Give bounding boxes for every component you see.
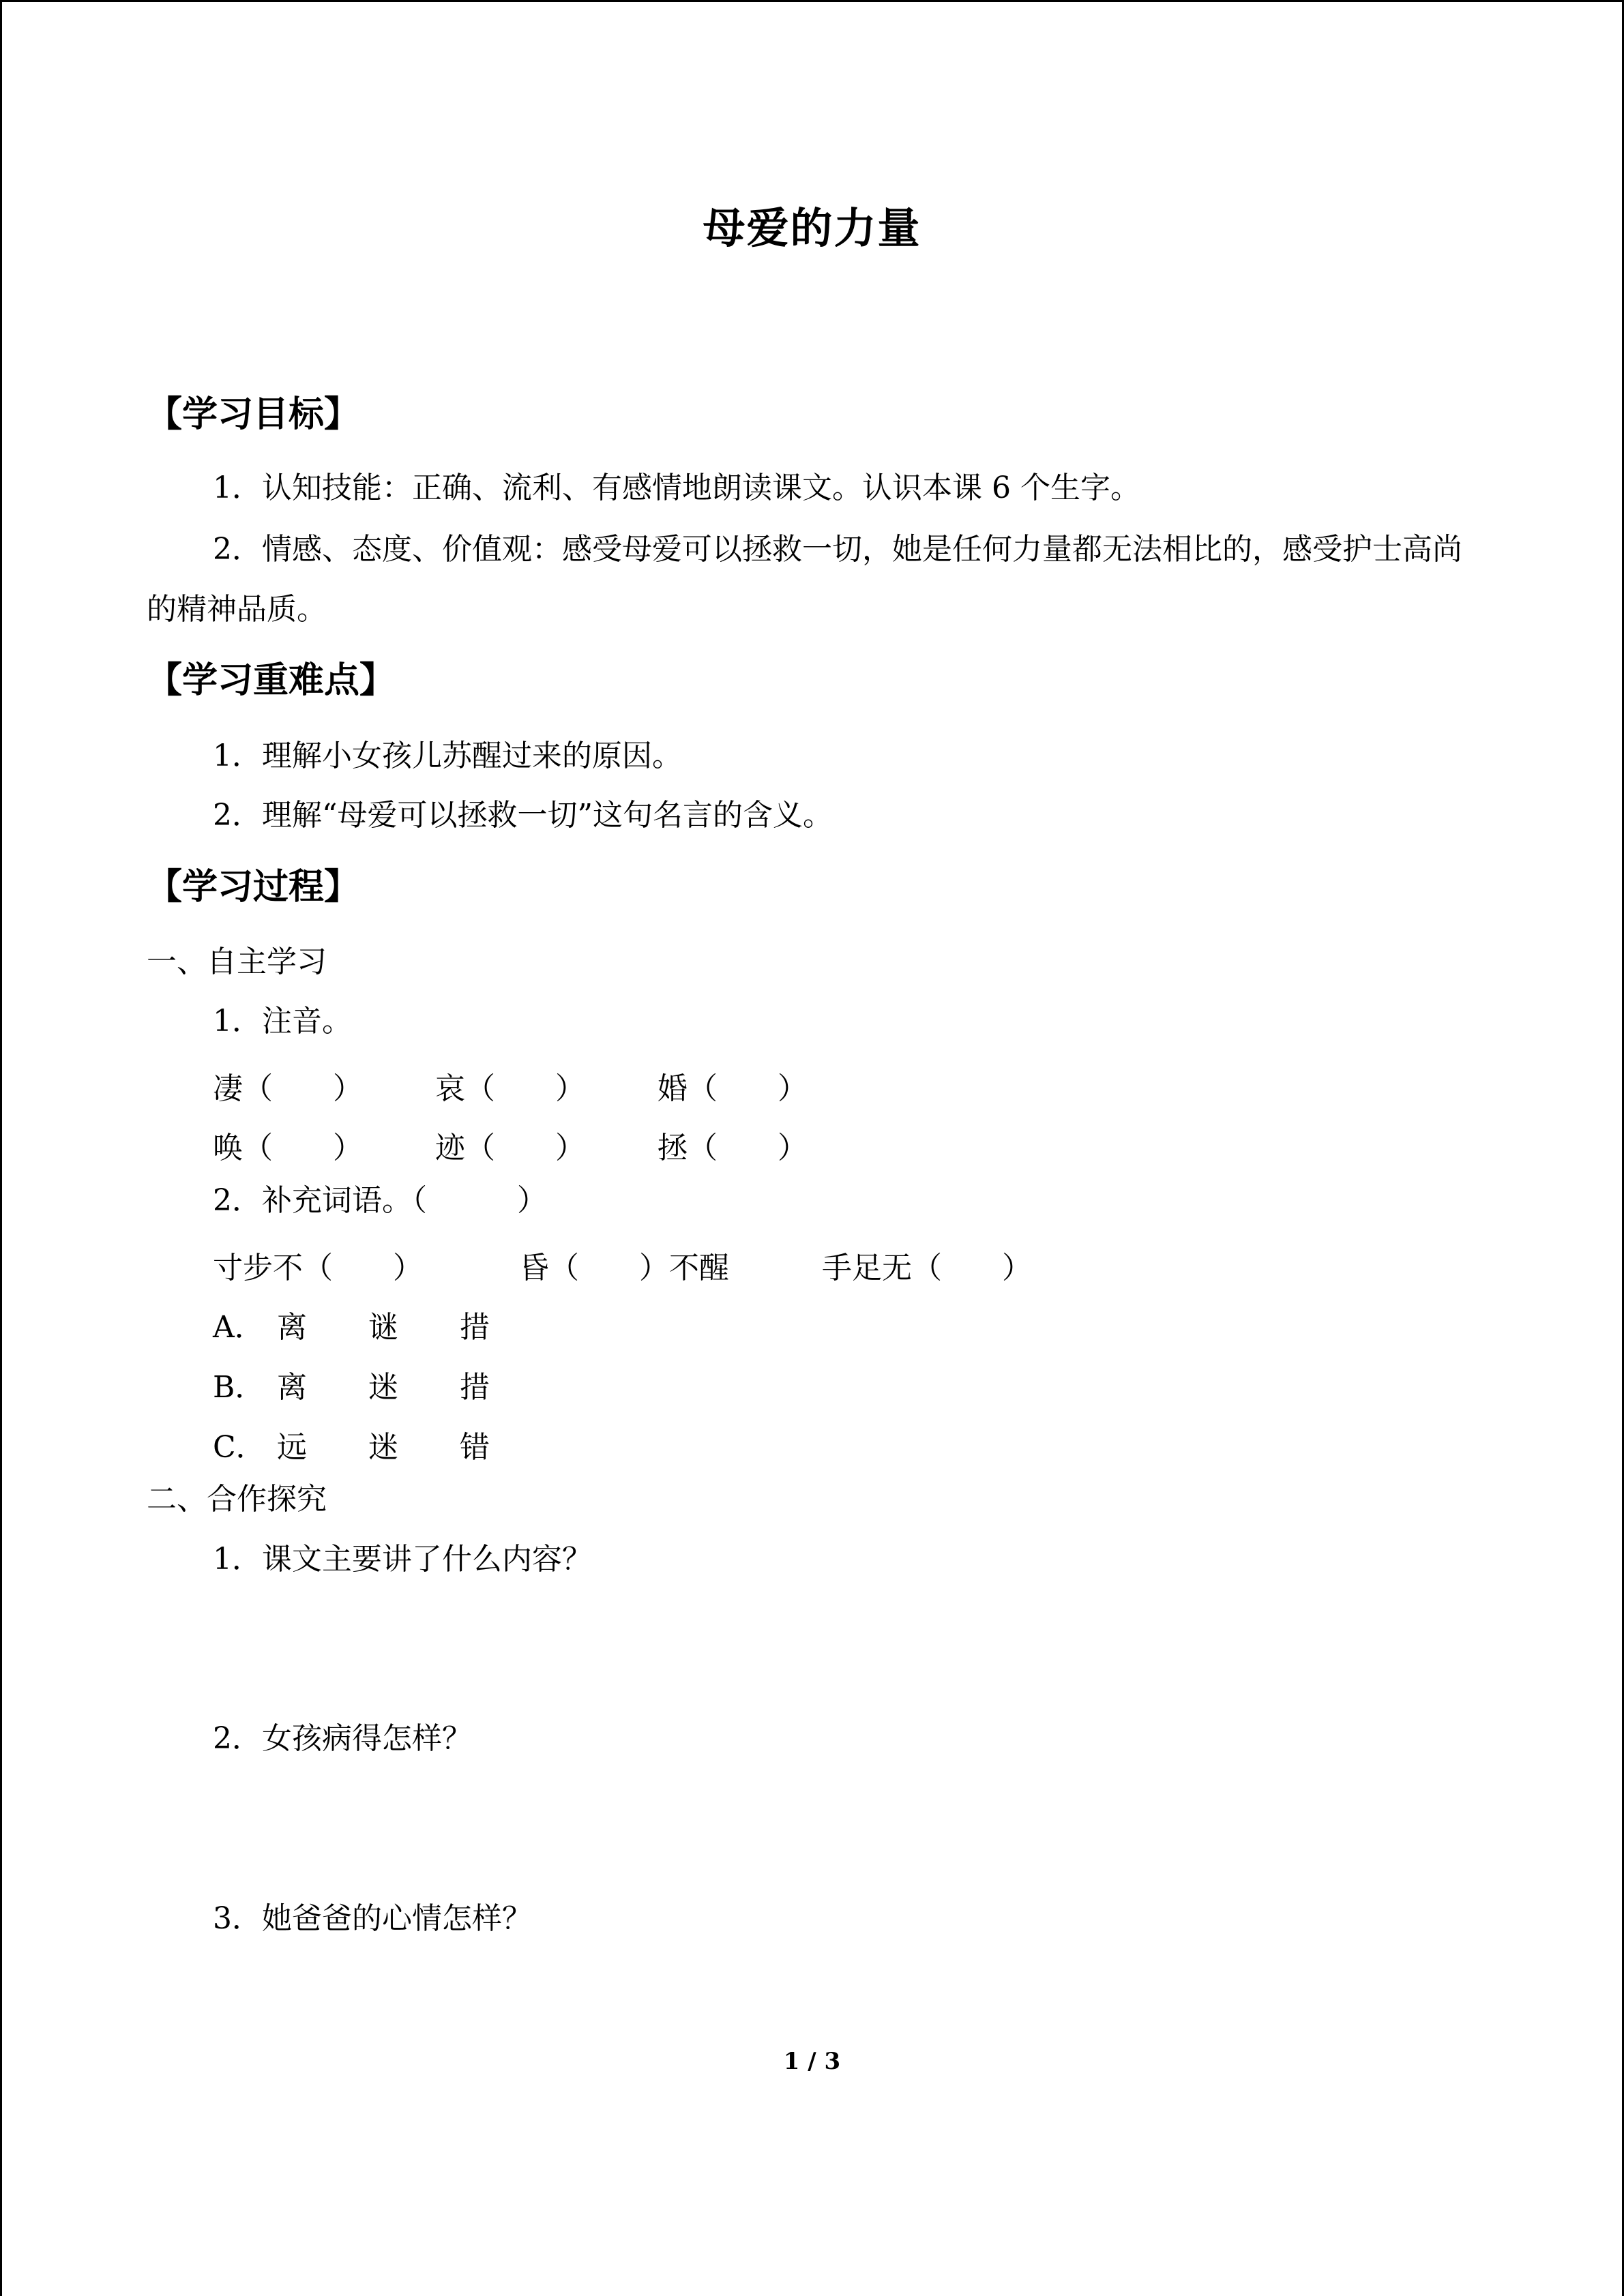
option-char: 错 [460, 1430, 490, 1465]
question-2: 2．女孩病得怎样？ [213, 1721, 472, 1756]
word-blank[interactable]: 昏（ ）不醒 [519, 1251, 729, 1285]
pinyin-blank[interactable]: 哀（ ） [435, 1071, 585, 1106]
option-char: 离 [277, 1370, 307, 1405]
document-title: 母爱的力量 [703, 203, 921, 253]
option-letter: C． [213, 1430, 266, 1465]
section-heading-keypoints: 【学习重难点】 [147, 659, 396, 701]
pinyin-row-1 [213, 1064, 808, 1107]
keypoint-item-2: 2．理解“母爱可以拯救一切”这句名言的含义。 [213, 798, 833, 833]
option-char: 措 [460, 1310, 490, 1345]
section-heading-objectives: 【学习目标】 [147, 393, 360, 435]
option-char: 迷 [368, 1430, 398, 1465]
option-letter: A． [213, 1310, 265, 1345]
keypoint-item-1: 1．理解小女孩儿苏醒过来的原因。 [213, 739, 682, 773]
option-c[interactable] [213, 1422, 490, 1466]
page-number: 1 / 3 [783, 2048, 841, 2075]
pinyin-blank[interactable]: 凄（ ） [213, 1071, 363, 1106]
option-b[interactable] [213, 1362, 490, 1406]
section-heading-process: 【学习过程】 [147, 866, 360, 908]
pinyin-blank[interactable]: 唤（ ） [213, 1131, 363, 1165]
pinyin-blank[interactable]: 迹（ ） [435, 1131, 585, 1165]
option-char: 迷 [368, 1370, 398, 1405]
word-blank[interactable]: 手足无（ ） [822, 1251, 1032, 1285]
option-letter: B． [213, 1370, 265, 1405]
objective-item-1: 1．认知技能：正确、流利、有感情地朗读课文。认识本课 6 个生字。 [213, 471, 1140, 505]
option-char: 谜 [368, 1310, 398, 1345]
pinyin-row-2 [213, 1123, 808, 1167]
question-fill-words: 2．补充词语。（ ） [213, 1183, 547, 1218]
question-1: 1．课文主要讲了什么内容？ [213, 1542, 592, 1577]
objective-item-2: 2．情感、态度、价值观：感受母爱可以拯救一切，她是任何力量都无法相比的，感受护士高尚的精神品质。 [147, 532, 1462, 627]
option-a[interactable] [213, 1302, 490, 1346]
part2-label: 二、合作探究 [147, 1482, 327, 1517]
part1-label: 一、自主学习 [147, 944, 327, 979]
pinyin-blank[interactable]: 拯（ ） [658, 1131, 808, 1165]
option-char: 离 [277, 1310, 307, 1345]
pinyin-blank[interactable]: 婚（ ） [658, 1071, 808, 1106]
option-char: 措 [460, 1370, 490, 1405]
word-blank[interactable]: 寸步不（ ） [213, 1251, 423, 1285]
question-pinyin: 1．注音。 [213, 1004, 352, 1039]
words-row [213, 1243, 1032, 1287]
question-3: 3．她爸爸的心情怎样？ [213, 1901, 532, 1936]
option-char: 远 [277, 1430, 307, 1465]
